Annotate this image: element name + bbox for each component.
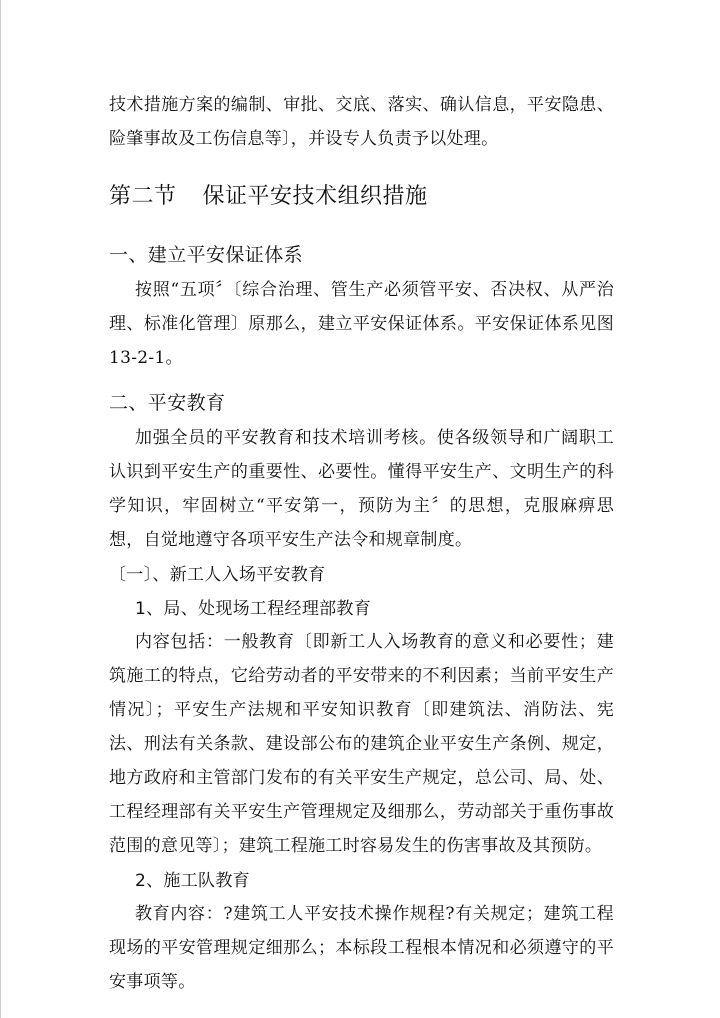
safety-education-paragraph: 加强全员的平安教育和技术培训考核。使各级领导和广阔职工认识到平安生产的重要性、必要性。懂得平安生产、文明生产的科学知识，牢固树立“平安第一，预防为主〞的思想，克服麻痹思想，自觉地遵守各项平安生产法令和规章制度。	[109, 428, 614, 550]
section-number: 第二节	[109, 184, 177, 209]
safety-system-paragraph: 按照“五项〞〔综合治理、管生产必须管平安、否决权、从严治理、标准化管理〕原那么，建立平安保证体系。平安保证体系见图 13-2-1。	[109, 280, 614, 368]
subsection-heading-safety-education: 二、平安教育	[109, 392, 226, 414]
subitem-heading-construction-team: 2、施工队教育	[135, 871, 250, 891]
subsection-heading-safety-system: 一、建立平安保证体系	[109, 244, 304, 266]
intro-paragraph: 技术措施方案的编制、审批、交底、落实、确认信息，平安隐患、险肇事故及工伤信息等〕，并设专人负责予以处理。	[109, 95, 614, 149]
section-title: 保证平安技术组织措施	[202, 184, 428, 209]
construction-team-paragraph: 教育内容：?建筑工人平安技术操作规程?有关规定；建筑工程现场的平安管理规定细那么；本标段工程根本情况和必须遵守的平安事项等。	[109, 904, 614, 992]
project-department-paragraph: 内容包括：一般教育〔即新工人入场教育的意义和必要性；建筑施工的特点，它给劳动者的平安带来的不利因素；当前平安生产情况〕；平安生产法规和平安知识教育〔即建筑法、消防法、宪法、刑法有关条款、建设部公布的建筑企业平安生产条例、规定，地方政府和主管部门发布的有关平安生产规定，总公司、局、处、工程经理部有关平安生产管理规定及细那么，劳动部关于重伤事故范围的意见等〕；建筑工程施工时容易发生的伤害事故及其预防。	[109, 632, 614, 856]
item-heading-new-worker-education: 〔一〕、新工人入场平安教育	[109, 565, 326, 585]
page-left-border	[0, 0, 1, 1018]
section-heading	[109, 177, 614, 217]
subitem-heading-project-department: 1、局、处现场工程经理部教育	[135, 599, 372, 619]
document-body	[109, 88, 614, 999]
